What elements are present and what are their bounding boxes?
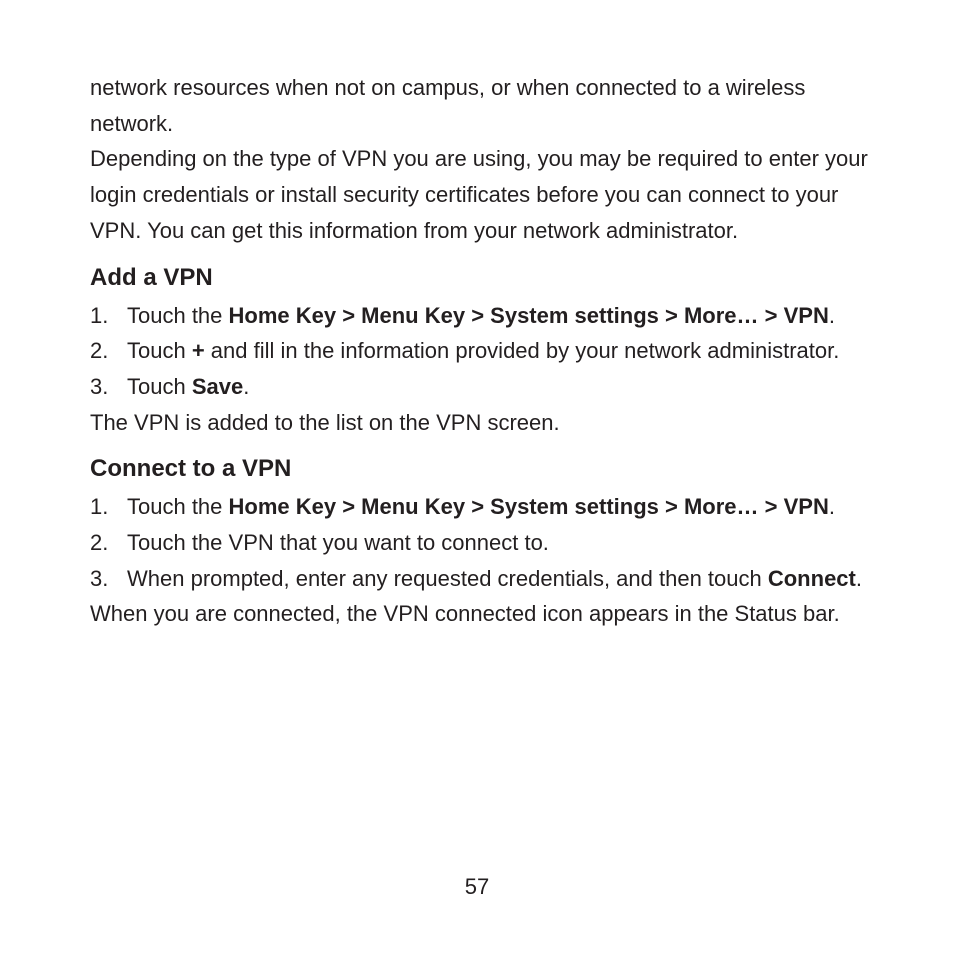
connect-vpn-note: When you are connected, the VPN connected icon appears in the Status bar.: [90, 601, 840, 627]
step-bold-text: Connect: [767, 565, 856, 591]
step-bold-text: Home Key > Menu Key > System settings > More… > VPN: [228, 494, 829, 520]
connect-vpn-step-2: [90, 525, 880, 561]
step-number: 3.: [90, 373, 109, 399]
step-number: 1.: [90, 302, 109, 328]
step-text: Touch the: [127, 494, 229, 520]
add-vpn-note: The VPN is added to the list on the VPN screen.: [90, 409, 560, 435]
add-vpn-step-1: [90, 298, 880, 334]
add-vpn-step-3: [90, 369, 880, 405]
step-number: 2.: [90, 530, 109, 556]
step-number: 3.: [90, 565, 109, 591]
step-text-end: .: [828, 302, 835, 328]
step-text-end: .: [828, 494, 835, 520]
connect-vpn-step-1: [90, 489, 880, 525]
connect-vpn-step-3: [90, 561, 880, 597]
connect-vpn-steps: [90, 489, 880, 596]
intro-paragraph-1: network resources when not on campus, or when connected to a wireless network.: [90, 75, 806, 136]
connect-vpn-heading: Connect to a VPN: [90, 455, 292, 483]
step-number: 1.: [90, 494, 109, 520]
step-text: Touch the VPN that you want to connect to.: [127, 530, 549, 556]
page-number: 57: [464, 874, 490, 899]
step-text: When prompted, enter any requested credentials, and then touch: [127, 565, 768, 591]
step-text-end: .: [855, 565, 862, 591]
step-bold-text: Save: [191, 373, 244, 399]
step-text: Touch: [127, 373, 192, 399]
step-text: Touch the: [127, 302, 229, 328]
intro-paragraph-2: Depending on the type of VPN you are using, you may be required to enter your login credentials or install security certificates before you can connect to your VPN. You can get this information from your network administrator.: [90, 146, 868, 243]
add-vpn-heading: Add a VPN: [90, 263, 213, 291]
add-vpn-steps: [90, 298, 880, 405]
step-number: 2.: [90, 338, 109, 364]
step-text-end: and fill in the information provided by your network administrator.: [204, 338, 840, 364]
step-text: Touch: [127, 338, 192, 364]
step-bold-text: +: [191, 338, 205, 364]
step-bold-text: Home Key > Menu Key > System settings > More… > VPN: [228, 302, 829, 328]
add-vpn-step-2: [90, 333, 880, 369]
step-text-end: .: [243, 373, 250, 399]
manual-page: [90, 70, 880, 632]
